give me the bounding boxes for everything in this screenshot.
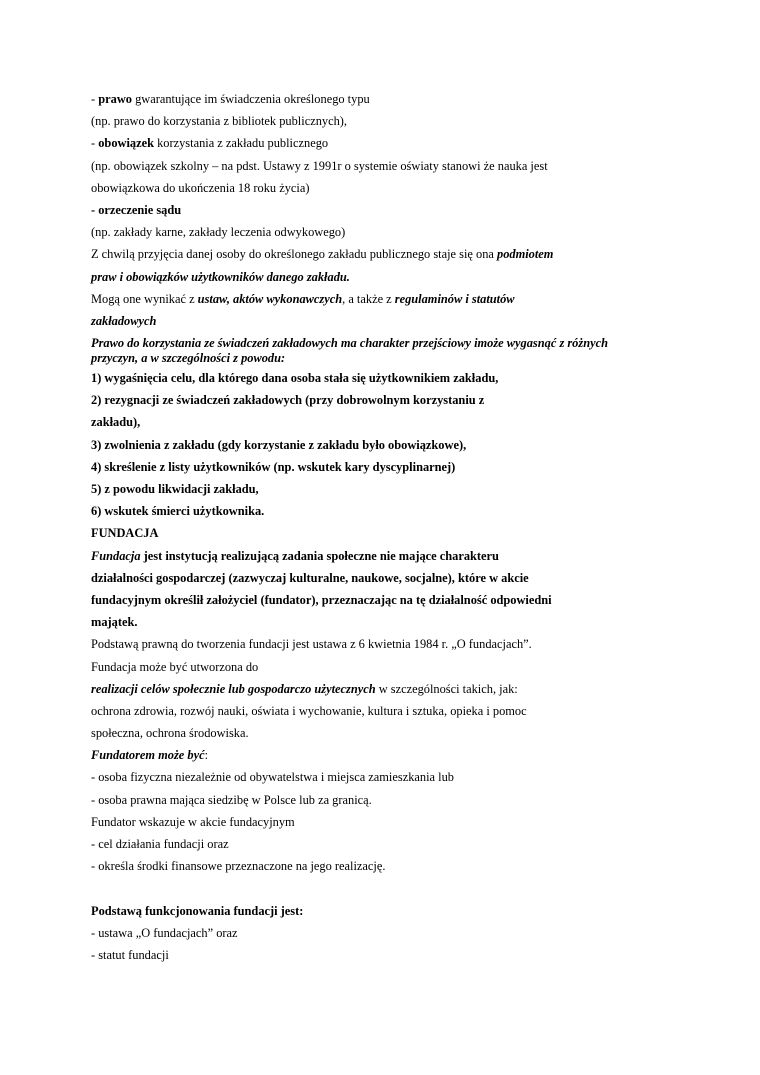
text-line: Podstawą prawną do tworzenia fundacji jest ustawa z 6 kwietnia 1984 r. „O fundacjach”. [91, 637, 532, 652]
text-line: Podstawą funkcjonowania fundacji jest: [91, 903, 304, 918]
text-line: - osoba fizyczna niezależnie od obywatelstwa i miejsca zamieszkania lub [91, 770, 454, 785]
text-line: przyczyn, a w szczególności z powodu: [91, 350, 286, 365]
text-line: Fundatorem może być: [91, 748, 209, 763]
text-line: społeczna, ochrona środowiska. [91, 726, 249, 741]
document-page [91, 88, 691, 966]
text-line: Prawo do korzystania ze świadczeń zakładowych ma charakter przejściowy imoże wygasnąć z różnych [91, 336, 608, 351]
text-line: Fundator wskazuje w akcie fundacyjnym [91, 814, 295, 829]
text-line: - osoba prawna mająca siedzibę w Polsce lub za granicą. [91, 792, 372, 807]
text-line: - statut fundacji [91, 947, 169, 962]
text-line: zakładowych [91, 313, 157, 328]
text-line: ochrona zdrowia, rozwój nauki, oświata i wychowanie, kultura i sztuka, opieka i pomoc [91, 703, 527, 718]
text-line: majątek. [91, 615, 138, 630]
text-line: - obowiązek korzystania z zakładu publicznego [91, 136, 329, 151]
text-line: Mogą one wynikać z ustaw, aktów wykonawczych, a także z regulaminów i statutów [91, 291, 515, 306]
text-line: Fundacja jest instytucją realizującą zadania społeczne nie mające charakteru [91, 548, 499, 563]
text-line: - cel działania fundacji oraz [91, 837, 229, 851]
text-line: realizacji celów społecznie lub gospodarczo użytecznych w szczególności takich, jak: [91, 681, 518, 696]
text-line: - określa środki finansowe przeznaczone na jego realizację. [91, 859, 386, 874]
text-line: zakładu), [91, 415, 141, 430]
text-line: - prawo gwarantujące im świadczenia określonego typu [91, 92, 370, 106]
text-line: (np. prawo do korzystania z bibliotek publicznych), [91, 114, 347, 129]
text-line: 6) wskutek śmierci użytkownika. [91, 504, 265, 519]
text-line: 3) zwolnienia z zakładu (gdy korzystanie z zakładu było obowiązkowe), [91, 437, 467, 452]
text-line: (np. zakłady karne, zakłady leczenia odwykowego) [91, 225, 346, 240]
text-line: 4) skreślenie z listy użytkowników (np. wskutek kary dyscyplinarnej) [91, 459, 456, 474]
text-line: praw i obowiązków użytkowników danego zakładu. [91, 269, 350, 284]
text-line: działalności gospodarczej (zazwyczaj kulturalne, naukowe, socjalne), które w akcie [91, 570, 529, 585]
text-line: obowiązkowa do ukończenia 18 roku życia) [91, 180, 310, 195]
text-line: - ustawa „O fundacjach” oraz [91, 925, 238, 940]
text-line: 1) wygaśnięcia celu, dla którego dana osoba stała się użytkownikiem zakładu, [91, 371, 499, 386]
section-heading: FUNDACJA [91, 526, 159, 541]
text-line: 5) z powodu likwidacji zakładu, [91, 482, 259, 496]
blank-line [91, 877, 691, 899]
text-line: fundacyjnym określił założyciel (fundator), przeznaczając na tę działalność odpowiedni [91, 592, 552, 607]
text-line: Fundacja może być utworzona do [91, 659, 259, 674]
text-line: (np. obowiązek szkolny – na pdst. Ustawy z 1991r o systemie oświaty stanowi że nauka jest [91, 158, 548, 173]
text-line: - orzeczenie sądu [91, 202, 182, 217]
text-line: Z chwilą przyjęcia danej osoby do określonego zakładu publicznego staje się ona podmiotem [91, 247, 554, 262]
text-line: 2) rezygnacji ze świadczeń zakładowych (przy dobrowolnym korzystaniu z [91, 393, 485, 408]
